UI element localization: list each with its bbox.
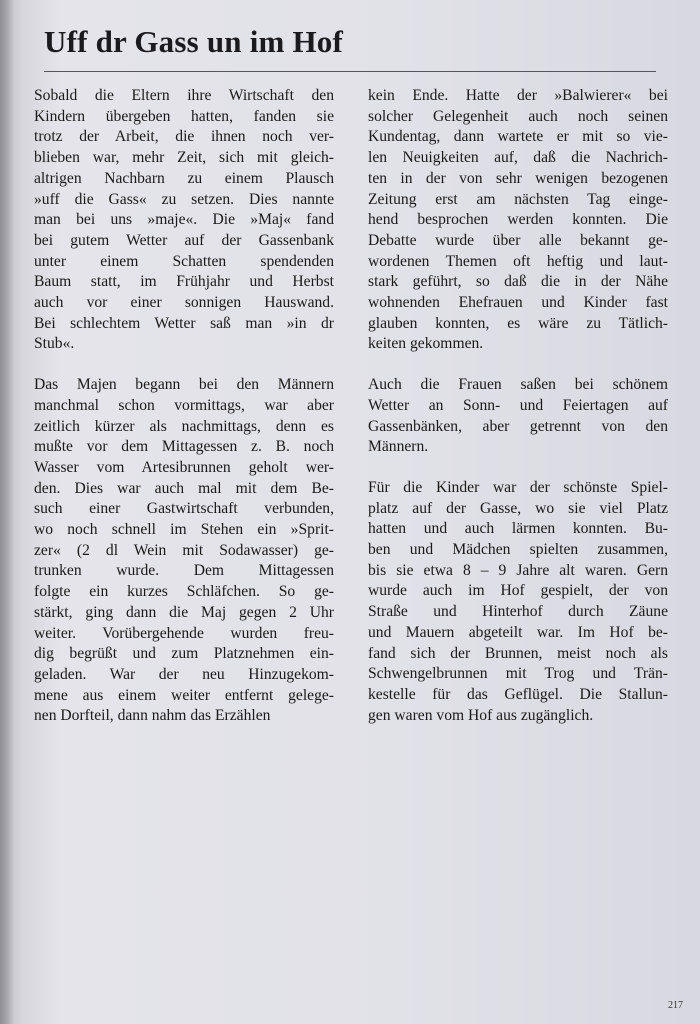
text-line: altrigen Nachbarn zu einem Plausch	[34, 169, 334, 187]
text-line: Kindern übergeben hatten, fanden sie	[34, 107, 334, 125]
text-line: weiter. Vorübergehende wurden freu-	[34, 624, 334, 642]
text-line: Baum statt, im Frühjahr und Herbst	[34, 273, 334, 291]
text-line: auch vor einer sonnigen Hauswand.	[34, 294, 334, 312]
text-line: platz auf der Gasse, wo sie viel Platz	[368, 499, 668, 517]
text-column-right	[368, 86, 668, 726]
text-line: Für die Kinder war der schönste Spiel-	[368, 478, 668, 496]
text-line: Bei schlechtem Wetter saß man »in dr	[34, 314, 334, 332]
text-line: wordenen Themen oft heftig und laut-	[368, 252, 668, 270]
text-line: len Neuigkeiten auf, daß die Nachrich-	[368, 149, 668, 167]
text-line: ten in der von sehr wenigen bezogenen	[368, 169, 668, 187]
paragraph	[368, 375, 668, 458]
text-line: folgte ein kurzes Schläfchen. So ge-	[34, 583, 334, 601]
text-line: den. Dies war auch mal mit dem Be-	[34, 479, 334, 497]
text-line: ben und Mädchen spielten zusammen,	[368, 541, 668, 559]
text-column-left	[34, 86, 334, 727]
text-line: Sobald die Eltern ihre Wirtschaft den	[34, 87, 334, 104]
text-line: Das Majen begann bei den Männern	[34, 376, 334, 394]
text-line: mußte vor dem Mittagessen z. B. noch	[34, 438, 334, 456]
text-line: Stub«.	[34, 335, 75, 353]
text-line: Männern.	[368, 438, 429, 456]
text-line: Gassenbänken, aber getrennt von den	[368, 417, 668, 435]
text-line: hend besprochen werden konnten. Die	[368, 211, 668, 229]
page-title: Uff dr Gass un im Hof	[44, 24, 344, 59]
text-line: Schwengelbrunnen mit Trog und Trän-	[368, 665, 668, 683]
text-line: Zeitung erst am nächsten Tag einge-	[368, 190, 668, 208]
text-line: zeitlich kürzer als nachmittags, denn es	[34, 417, 334, 435]
text-line: bis sie etwa 8 – 9 Jahre alt waren. Gern	[368, 561, 668, 579]
text-line: Debatte wurde über alle bekannt ge-	[368, 231, 668, 249]
text-line: manchmal schon vormittags, war aber	[34, 396, 334, 414]
text-line: nen Dorfteil, dann nahm das Erzählen	[34, 707, 271, 725]
paragraph	[34, 86, 334, 355]
text-line: Kundentag, dann wartete er mit so vie-	[368, 128, 668, 146]
text-line: bei gutem Wetter auf der Gassenbank	[34, 231, 334, 249]
text-line: gen waren vom Hof aus zugänglich.	[368, 706, 594, 724]
paragraph-spacer	[368, 355, 668, 375]
text-line: glauben konnten, es wäre zu Tätlich-	[368, 314, 668, 332]
text-line: fand sich der Brunnen, meist noch als	[368, 644, 668, 662]
paragraph-spacer	[368, 458, 668, 478]
paragraph-spacer	[34, 355, 334, 375]
text-line: trunken wurde. Dem Mittagessen	[34, 562, 334, 580]
text-line: dig begrüßt und zum Platznehmen ein-	[34, 645, 334, 663]
text-line: unter einem Schatten spendenden	[34, 252, 334, 270]
text-line: »uff die Gass« zu setzen. Dies nannte	[34, 190, 334, 208]
text-line: solcher Gelegenheit auch noch seinen	[368, 107, 668, 125]
text-line: wo noch schnell im Stehen ein »Sprit-	[34, 521, 334, 539]
text-line: mene aus einem weiter entfernt gelege-	[34, 686, 334, 704]
text-line: trotz der Arbeit, die ihnen noch ver-	[34, 128, 334, 146]
text-line: Wetter an Sonn- und Feiertagen auf	[368, 396, 668, 414]
page-number: 217	[668, 1000, 683, 1011]
text-line: und Mauern abgeteilt war. Im Hof be-	[368, 623, 668, 641]
text-line: hatten und auch lärmen konnten. Bu-	[368, 520, 668, 538]
text-line: zer« (2 dl Wein mit Sodawasser) ge-	[34, 541, 334, 559]
text-line: stärkt, ging dann die Maj gegen 2 Uhr	[34, 603, 334, 621]
text-line: wurde auch im Hof gespielt, der von	[368, 582, 668, 600]
text-line: man bei uns »maje«. Die »Maj« fand	[34, 211, 334, 229]
text-line: kestelle für das Geflügel. Die Stallun-	[368, 685, 668, 703]
paragraph	[34, 375, 334, 727]
text-line: Wasser vom Artesibrunnen geholt wer-	[34, 458, 334, 476]
text-line: stark geführt, so daß die in der Nähe	[368, 273, 668, 291]
paragraph	[368, 86, 668, 355]
text-line: wohnenden Ehefrauen und Kinder fast	[368, 294, 668, 312]
text-line: geladen. War der neu Hinzugekom-	[34, 665, 334, 683]
text-line: Straße und Hinterhof durch Zäune	[368, 603, 668, 621]
text-line: blieben war, mehr Zeit, sich mit gleich-	[34, 149, 334, 167]
text-line: keiten gekommen.	[368, 335, 484, 353]
paragraph	[368, 478, 668, 726]
title-rule	[44, 71, 656, 72]
text-line: Auch die Frauen saßen bei schönem	[368, 376, 668, 394]
text-line: such einer Gastwirtschaft verbunden,	[34, 500, 334, 518]
text-line: kein Ende. Hatte der »Balwierer« bei	[368, 87, 668, 104]
